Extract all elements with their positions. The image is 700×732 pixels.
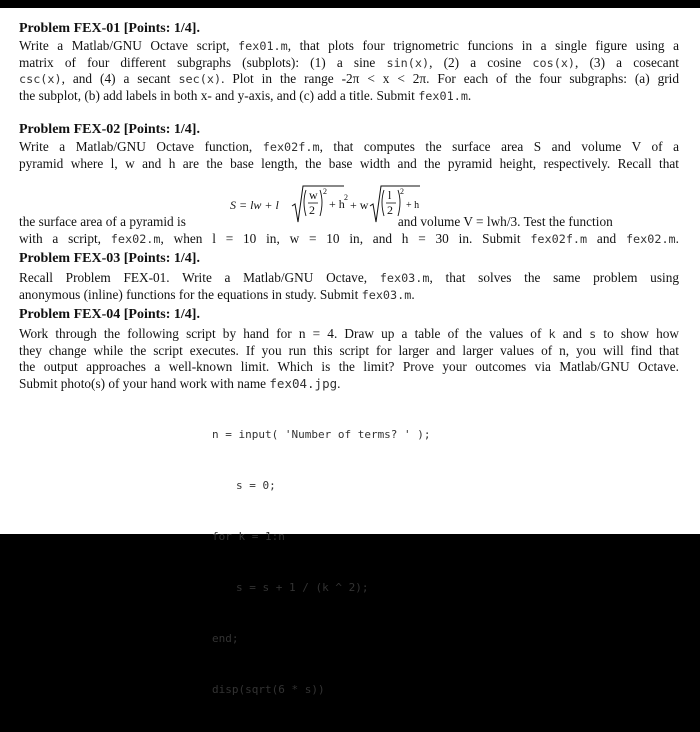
- svg-text:2: 2: [400, 187, 404, 196]
- code-line: n = input( 'Number of terms? ' );: [212, 428, 431, 441]
- formula-l: l: [388, 188, 392, 202]
- document-page: [0, 8, 700, 696]
- problem-4-text: Work through the following script by hand for n = 4. Draw up a table of the values of k and s to show how they change while the script executes. If you run this script for larger and larger values of n, you will find that the output approaches a well-known limit. Which is the limit? Prove your outcomes via Matlab/GNU Octave. Submit photo(s) of your hand work with name fex04.jpg.: [19, 326, 679, 391]
- problem-2-text-cont: the surface area of a pyramid is and volume V = lwh/3. Test the function with a script, fex02.m, when l = 10 in, w = 10 in, and h = 30 in. Submit fex02f.m and fex02.m.: [19, 214, 679, 246]
- script-code-block: [212, 392, 431, 732]
- formula-lhs: S = lw + l: [230, 198, 279, 212]
- svg-text:+ h: + h: [406, 200, 420, 211]
- formula-two-b: 2: [387, 203, 393, 217]
- svg-text:2: 2: [323, 187, 327, 196]
- formula-plus-w: + w: [350, 198, 369, 212]
- problem-2-heading: Problem FEX-02 [Points: 1/4].: [19, 122, 200, 137]
- problem-2-text: Write a Matlab/GNU Octave function, fex02f.m, that computes the surface area S and volume V of a pyramid where l, w and h are the base length, the base width and the pyramid height, respectively. Recall that: [19, 139, 679, 171]
- problem-1-text: Write a Matlab/GNU Octave script, fex01.m, that plots four trignometric funcions in a single figure using a matrix of four different subgraphs (subplots): (1) a sine sin(x), (2) a cosine cos(x), (3) a cosecant csc(x), and (4) a secant sec(x). Plot in the range -2π < x < 2π. For each of the four subgraphs: (a) grid the subplot, (b) add labels in both x- and y-axis, and (c) add a title. Submit fex01.m.: [19, 38, 679, 103]
- problem-3-heading: Problem FEX-03 [Points: 1/4].: [19, 251, 200, 266]
- problem-3-text: Recall Problem FEX-01. Write a Matlab/GNU Octave, fex03.m, that solves the same problem using anonymous (inline) functions for the equations in study. Submit fex03.m.: [19, 270, 679, 302]
- problem-1-heading: Problem FEX-01 [Points: 1/4].: [19, 21, 200, 36]
- code-line: for k = 1:n: [212, 530, 285, 543]
- code-line: s = 0;: [236, 479, 276, 492]
- problem-4-heading: Problem FEX-04 [Points: 1/4].: [19, 307, 200, 322]
- svg-text:2: 2: [344, 193, 348, 202]
- code-line: s = s + 1 / (k ^ 2);: [236, 581, 369, 594]
- formula-plus-h: + h: [329, 197, 345, 211]
- code-ref: fex01.m: [238, 39, 288, 53]
- code-line: disp(sqrt(6 * s)): [212, 683, 325, 696]
- code-line: end;: [212, 632, 239, 645]
- formula-two-a: 2: [309, 203, 315, 217]
- formula-w: w: [309, 188, 318, 202]
